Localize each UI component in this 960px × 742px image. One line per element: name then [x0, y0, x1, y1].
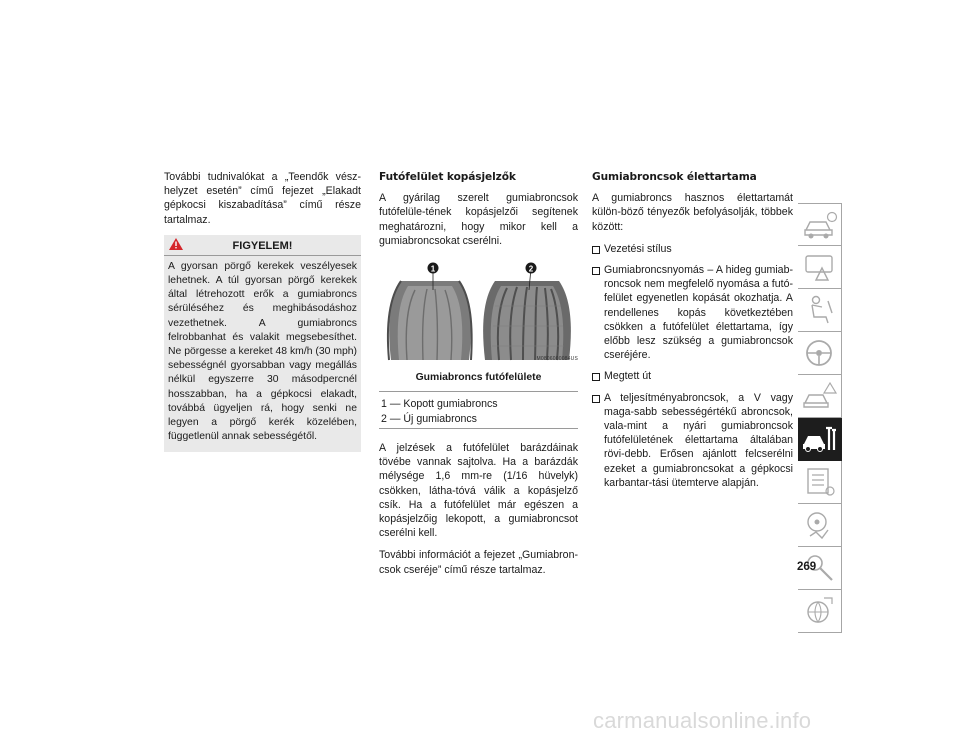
list-item	[592, 242, 793, 256]
tread-wear-paragraph-1: A jelzések a futófelület barázdáinak tövébe vannak sajtolva. Ha a barázdák mélysége 1,6 mm-re (1/16 hüvelyk) csökken, látha-tóvá válik a kopásjelző csík. Ha a futófelület már egészen a kopásjelzőig lekopott, a gumiabroncsot cserélni kell.	[379, 442, 578, 540]
list-item-text: Vezetési stílus	[604, 242, 672, 255]
language-globe-icon	[802, 594, 838, 628]
list-item	[592, 391, 793, 490]
list-item	[592, 263, 793, 362]
warning-box	[164, 235, 361, 453]
emergency-car-icon	[802, 379, 838, 413]
tab-multimedia[interactable]	[798, 504, 842, 547]
checkbox-bullet-icon	[592, 395, 600, 403]
section-heading-tire-life: Gumiabroncsok élettartama	[592, 171, 757, 183]
tab-car-info[interactable]	[798, 203, 842, 246]
tab-instrument-warning[interactable]	[798, 246, 842, 289]
callout-1-label: 1	[430, 264, 436, 274]
list-item-text: Megtett út	[604, 370, 652, 383]
seat-person-icon	[802, 293, 838, 327]
steering-wheel-icon	[802, 336, 838, 370]
warning-title: FIGYELEM!	[232, 239, 293, 252]
intro-text: További tudnivalókat a „Teendők vész-helyzet esetén” című fejezet „Elakadt gépkocsi kiszabadítása” című része tartalmaz.	[164, 171, 361, 226]
tab-seat-safety[interactable]	[798, 289, 842, 332]
figure-legend	[379, 391, 578, 429]
warning-header	[164, 235, 361, 256]
instrument-warning-icon	[802, 250, 838, 284]
callout-2-label: 2	[528, 264, 534, 274]
list-item	[592, 369, 793, 383]
checkbox-bullet-icon	[592, 246, 600, 254]
legend-item-2: 2 — Új gumiabroncs	[381, 412, 477, 425]
tab-specifications[interactable]	[798, 461, 842, 504]
figure-caption: Gumiabroncs futófelülete	[415, 372, 542, 384]
tread-wear-paragraph-2: További információt a fejezet „Gumiabron-csok cseréje” című része tartalmaz.	[379, 549, 578, 576]
figure-code: M0806000084US	[536, 355, 578, 362]
checkbox-bullet-icon	[592, 373, 600, 381]
column-right	[592, 170, 793, 497]
car-info-icon	[802, 208, 838, 242]
tab-driving[interactable]	[798, 332, 842, 375]
car-wrench-icon	[802, 422, 838, 456]
tab-languages[interactable]	[798, 590, 842, 633]
tire-tread-figure	[379, 256, 578, 368]
list-item-text: Gumiabroncsnyomás – A hideg gumiab-roncsok nem megfelelő nyomása a futó-felület egyenetlen kopását okozhatja. A rendellenes kopás következtében csökken a futófelület élettartama, így előbb lesz szükség a gumiabroncsok cseréjére.	[604, 264, 793, 362]
multimedia-disc-icon	[802, 508, 838, 542]
new-tire-image	[483, 281, 571, 360]
tread-wear-intro: A gyárilag szerelt gumiabroncsok futófelüle-tének kopásjelzői segítenek meghatározni, hogy mikor kell a gumiabroncsokat cserélni.	[379, 192, 578, 247]
warning-text: A gyorsan pörgő kerekek veszélyesek lehetnek. A túl gyorsan pörgő kerekek által létrehozott erők a gumiabroncs sérüléséhez és meghibásodáshoz vezethetnek. A gumiabroncs felrobbanhat és valakit megsebesíthet. Ne pörgesse a kereket 48 km/h (30 mph) sebességnél gyorsabban vagy megállás nélkül egyszerre 30 másodpercnél hosszabban, ha a gépkocsi elakadt, továbbá ügyeljen rá, hogy senki ne legyen a pörgő kerék közelében, függetlenül annak sebességétől.	[168, 260, 357, 443]
specifications-list-icon	[802, 465, 838, 499]
column-middle	[379, 170, 578, 585]
tab-servicing[interactable]	[798, 418, 842, 461]
page-number: 269	[797, 561, 817, 573]
column-left	[164, 170, 361, 452]
section-heading-tread-wear: Futófelület kopásjelzők	[379, 171, 516, 183]
tire-life-intro: A gumiabroncs hasznos élettartamát külön-böző tényezők befolyásolják, többek között:	[592, 192, 793, 233]
worn-tire-image	[388, 281, 472, 360]
checkbox-bullet-icon	[592, 267, 600, 275]
watermark-text: carmanualsonline.info	[593, 708, 812, 733]
tab-emergency[interactable]	[798, 375, 842, 418]
list-item-text: A teljesítményabroncsok, a V vagy maga-sabb sebességértékű abroncsok, vala-mint a nyári gumiabroncsok futófelületének élettartama általában rövi-debb. Erősen ajánlott felcserélni ezeket a gumiabroncsokat a gépkocsi karbantar-tási ütemterve alapján.	[604, 391, 793, 489]
legend-item-1: 1 — Kopott gumiabroncs	[381, 398, 498, 411]
